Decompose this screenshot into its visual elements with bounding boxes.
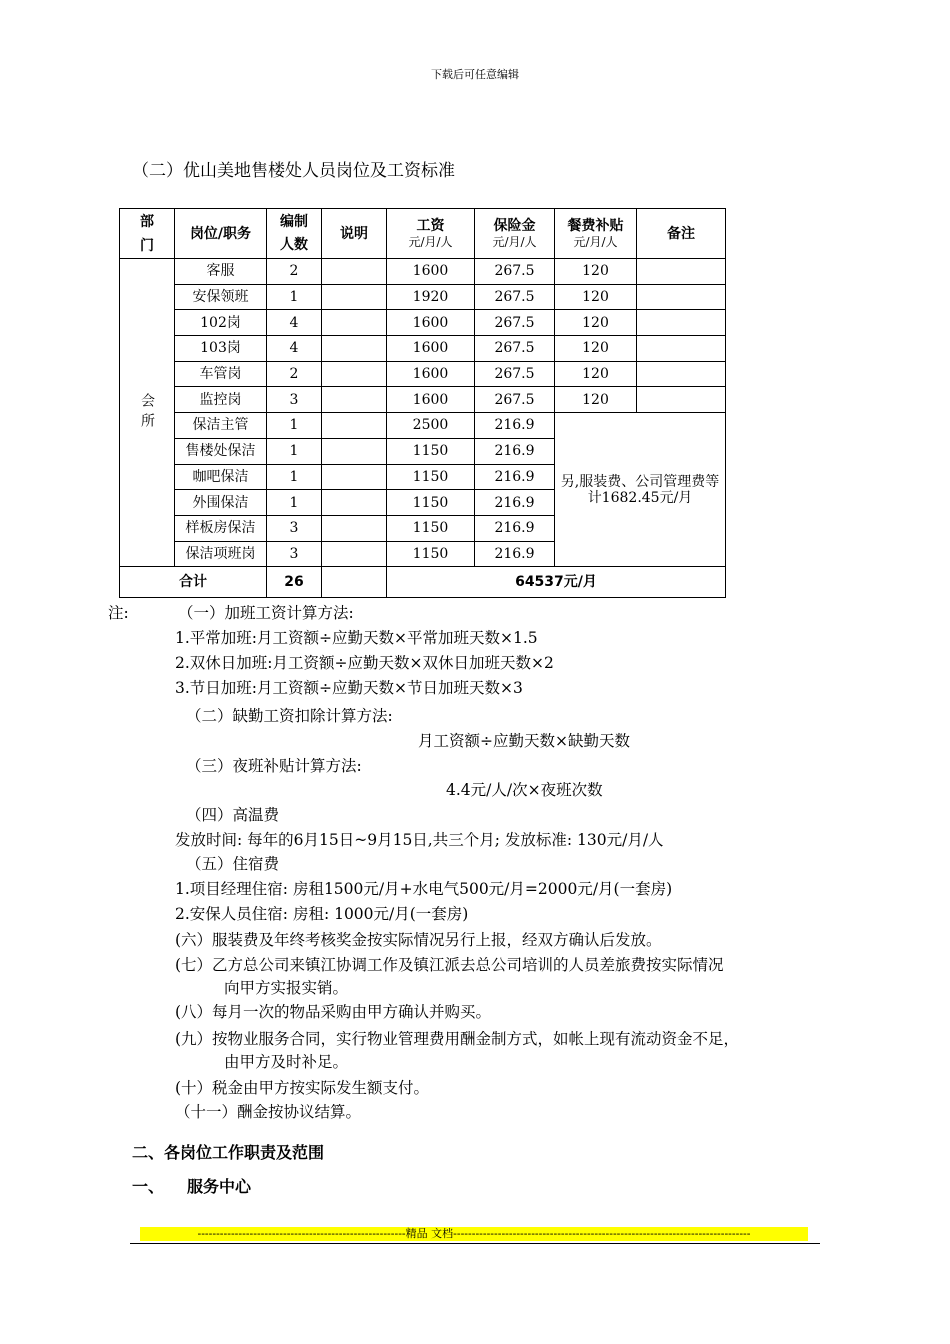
count-cell: 3 (267, 515, 322, 541)
insurance-cell: 267.5 (475, 387, 555, 413)
header-description: 说明 (322, 209, 387, 259)
total-count: 26 (267, 567, 322, 598)
note-night-title: （三）夜班补贴计算方法: (186, 757, 362, 775)
insurance-cell: 216.9 (475, 515, 555, 541)
position-cell: 监控岗 (175, 387, 267, 413)
header-salary: 工资 元/月/人 (387, 209, 475, 259)
table-row (120, 336, 726, 362)
subsection-number: 一、 (132, 1177, 165, 1196)
remarks-cell (637, 361, 726, 387)
subsection-title: 服务中心 (187, 1177, 252, 1196)
remarks-cell (637, 336, 726, 362)
salary-cell: 1920 (387, 284, 475, 310)
remarks-cell (637, 259, 726, 285)
description-cell (322, 387, 387, 413)
table-row (120, 310, 726, 336)
count-cell: 1 (267, 413, 322, 439)
position-cell: 外围保洁 (175, 490, 267, 516)
footer-banner: --------------------------------------------------------精品 文档-------------------------------------------------------------------------------- (140, 1227, 808, 1241)
count-cell: 4 (267, 310, 322, 336)
section-2-heading: 二、各岗位工作职责及范围 (132, 1143, 325, 1162)
description-cell (322, 541, 387, 567)
note-7-cont: 向甲方实报实销。 (224, 979, 349, 997)
header-meal: 餐费补贴 元/月/人 (555, 209, 637, 259)
insurance-cell: 216.9 (475, 541, 555, 567)
note-overtime-title: （一）加班工资计算方法: (178, 604, 354, 622)
salary-cell: 1600 (387, 310, 475, 336)
count-cell: 3 (267, 541, 322, 567)
description-cell (322, 284, 387, 310)
count-cell: 3 (267, 387, 322, 413)
insurance-cell: 216.9 (475, 438, 555, 464)
note-heat-detail: 发放时间: 每年的6月15日~9月15日,共三个月; 发放标准: 130元/月/人 (175, 831, 664, 849)
description-cell (322, 464, 387, 490)
position-cell: 保洁项班岗 (175, 541, 267, 567)
page-header: 下载后可任意编辑 (431, 68, 519, 81)
meal-cell: 120 (555, 387, 637, 413)
header-remarks: 备注 (637, 209, 726, 259)
description-cell (322, 438, 387, 464)
position-cell: 客服 (175, 259, 267, 285)
position-cell: 售楼处保洁 (175, 438, 267, 464)
note-absence-formula: 月工资额÷应勤天数×缺勤天数 (418, 732, 630, 750)
position-cell: 样板房保洁 (175, 515, 267, 541)
header-insurance: 保险金 元/月/人 (475, 209, 555, 259)
header-headcount: 编制人数 (267, 209, 322, 259)
position-cell: 车管岗 (175, 361, 267, 387)
salary-cell: 1150 (387, 464, 475, 490)
notes-prefix: 注: (108, 604, 129, 622)
count-cell: 4 (267, 336, 322, 362)
salary-cell: 1150 (387, 490, 475, 516)
count-cell: 1 (267, 438, 322, 464)
remarks-cell (637, 310, 726, 336)
insurance-cell: 267.5 (475, 336, 555, 362)
insurance-cell: 216.9 (475, 464, 555, 490)
total-label: 合计 (120, 567, 267, 598)
insurance-cell: 216.9 (475, 413, 555, 439)
position-cell: 102岗 (175, 310, 267, 336)
table-row (120, 413, 726, 439)
count-cell: 1 (267, 464, 322, 490)
note-9: (九）按物业服务合同，实行物业管理费用酬金制方式，如帐上现有流动资金不足， (175, 1030, 740, 1048)
table-row (120, 361, 726, 387)
description-cell (322, 259, 387, 285)
footer-divider (130, 1243, 820, 1244)
insurance-cell: 216.9 (475, 490, 555, 516)
salary-cell: 1600 (387, 387, 475, 413)
note-night-formula: 4.4元/人/次×夜班次数 (446, 781, 603, 799)
count-cell: 1 (267, 490, 322, 516)
meal-cell: 120 (555, 361, 637, 387)
salary-cell: 1150 (387, 438, 475, 464)
description-cell (322, 413, 387, 439)
note-heat-title: （四）高温费 (186, 806, 280, 824)
note-8: (八）每月一次的物品采购由甲方确认并购买。 (175, 1003, 492, 1021)
position-cell: 103岗 (175, 336, 267, 362)
header-dept: 部门 (120, 209, 175, 259)
salary-cell: 1600 (387, 336, 475, 362)
table-row (120, 284, 726, 310)
salary-cell: 1150 (387, 515, 475, 541)
salary-cell: 1600 (387, 259, 475, 285)
note-6: (六）服装费及年终考核奖金按实际情况另行上报，经双方确认后发放。 (175, 931, 662, 949)
salary-table (119, 208, 726, 598)
meal-cell: 120 (555, 336, 637, 362)
table-header-row (120, 209, 726, 259)
insurance-cell: 267.5 (475, 284, 555, 310)
insurance-cell: 267.5 (475, 361, 555, 387)
insurance-cell: 267.5 (475, 310, 555, 336)
note-lodging-title: （五）住宿费 (186, 855, 280, 873)
note-absence-title: （二）缺勤工资扣除计算方法: (186, 707, 393, 725)
meal-cell: 120 (555, 310, 637, 336)
note-7: (七）乙方总公司来镇江协调工作及镇江派去总公司培训的人员差旅费按实际情况 (175, 956, 724, 974)
section-title: （二）优山美地售楼处人员岗位及工资标准 (132, 161, 455, 181)
description-cell (322, 490, 387, 516)
note-11: （十一）酬金按协议结算。 (175, 1103, 362, 1121)
description-cell (322, 515, 387, 541)
remarks-cell (637, 284, 726, 310)
meal-cell: 120 (555, 259, 637, 285)
count-cell: 2 (267, 259, 322, 285)
total-blank (322, 567, 387, 598)
note-10: (十）税金由甲方按实际发生额支付。 (175, 1079, 430, 1097)
table-row (120, 259, 726, 285)
note-overtime-2: 2.双休日加班:月工资额÷应勤天数×双休日加班天数×2 (175, 654, 554, 672)
description-cell (322, 361, 387, 387)
note-9-cont: 由甲方及时补足。 (224, 1053, 349, 1071)
note-lodging-1: 1.项目经理住宿: 房租1500元/月+水电气500元/月=2000元/月(一套房) (175, 880, 673, 898)
table-row (120, 387, 726, 413)
merged-note-cell: 另,服装费、公司管理费等计1682.45元/月 (555, 413, 726, 567)
header-position: 岗位/职务 (175, 209, 267, 259)
count-cell: 1 (267, 284, 322, 310)
position-cell: 咖吧保洁 (175, 464, 267, 490)
dept-cell: 会所 (120, 259, 175, 567)
total-row (120, 567, 726, 598)
salary-cell: 1600 (387, 361, 475, 387)
remarks-cell (637, 387, 726, 413)
count-cell: 2 (267, 361, 322, 387)
position-cell: 保洁主管 (175, 413, 267, 439)
salary-cell: 2500 (387, 413, 475, 439)
total-amount: 64537元/月 (387, 567, 726, 598)
note-overtime-1: 1.平常加班:月工资额÷应勤天数×平常加班天数×1.5 (175, 629, 538, 647)
note-overtime-3: 3.节日加班:月工资额÷应勤天数×节日加班天数×3 (175, 679, 523, 697)
description-cell (322, 336, 387, 362)
description-cell (322, 310, 387, 336)
insurance-cell: 267.5 (475, 259, 555, 285)
note-lodging-2: 2.安保人员住宿: 房租: 1000元/月(一套房) (175, 905, 469, 923)
salary-cell: 1150 (387, 541, 475, 567)
position-cell: 安保领班 (175, 284, 267, 310)
meal-cell: 120 (555, 284, 637, 310)
